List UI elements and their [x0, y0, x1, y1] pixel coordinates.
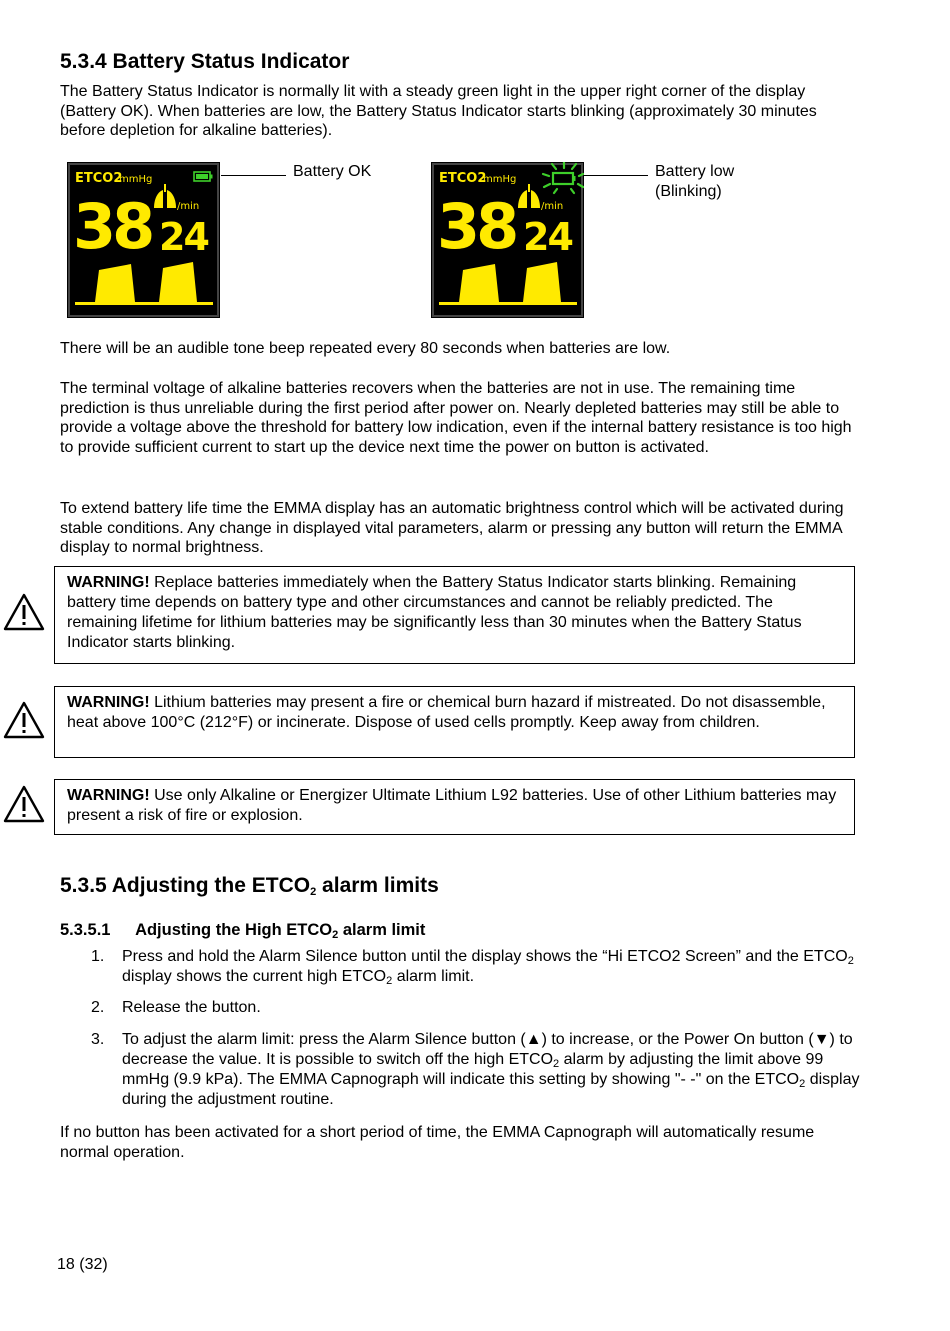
etco2-label: ETCO2	[439, 171, 487, 186]
section-heading-534: 5.3.4 Battery Status Indicator	[60, 50, 350, 73]
list-item: 1. Press and hold the Alarm Silence button until the display shows the “Hi ETCO2 Screen” and the $ETCO_2$ display shows the current high $ETCO_2$ alarm limit.	[91, 948, 854, 987]
brightness-paragraph: To extend battery life time the EMMA display has an automatic brightness control which will be activated during stable conditions. Any change in displayed vital parameters, alarm or pressing any button will return the EMMA display to normal brightness.	[60, 500, 844, 557]
warning-text: Lithium batteries may present a fire or chemical burn hazard if mistreated. Do not disassemble, heat above 100°C (212°F) or incinerate. Dispose of used cells promptly. Keep away from children.	[67, 694, 826, 731]
etco2-value: 38	[73, 190, 152, 263]
warning-label: WARNING!	[67, 694, 150, 711]
subsection-title: Adjusting the High $ETCO_2$ alarm limit	[135, 921, 426, 941]
unit-label: mmHg	[483, 174, 517, 185]
display-ok-graphic	[67, 162, 220, 318]
caption-battery-low	[655, 162, 734, 202]
warning-triangle-icon	[2, 700, 46, 740]
warning-label: WARNING!	[67, 574, 150, 591]
etco2-value: 38	[437, 190, 516, 263]
caption-low-line2: (Blinking)	[655, 183, 722, 200]
display-low-graphic	[431, 162, 584, 318]
warning-text: Use only Alkaline or Energizer Ultimate Lithium L92 batteries. Use of other Lithium batteries may present a risk of fire or explosion.	[67, 787, 837, 824]
warning-box-3	[54, 779, 855, 835]
rr-value: 24	[159, 215, 208, 259]
subsection-heading-5351	[60, 921, 425, 940]
beep-paragraph: There will be an audible tone beep repeated every 80 seconds when batteries are low.	[60, 340, 671, 357]
display-battery-low	[431, 162, 584, 318]
voltage-paragraph: The terminal voltage of alkaline batteries recovers when the batteries are not in use. The remaining time prediction is thus unreliable during the first period after power on. Nearly depleted batteries may still be able to provide a voltage above the threshold for battery low indication, even if the internal battery resistance is too high to provide sufficient current to start up the device next time the power on button is activated.	[60, 380, 852, 457]
callout-line-low	[584, 175, 648, 176]
section-heading-535: 5.3.5 Adjusting the $ETCO_2$ alarm limits	[60, 874, 439, 898]
page-number: 18 (32)	[57, 1256, 108, 1273]
subsection-number: 5.3.5.1	[60, 921, 111, 939]
callout-line-ok	[221, 175, 286, 176]
rr-unit: /min	[177, 201, 200, 212]
unit-label: mmHg	[119, 174, 153, 185]
closing-paragraph: If no button has been activated for a short period of time, the EMMA Capnograph will automatically resume normal operation.	[60, 1124, 815, 1161]
list-item: 2. Release the button.	[91, 999, 261, 1016]
warning-triangle-icon	[2, 784, 46, 824]
rr-unit: /min	[541, 201, 564, 212]
steps-list	[60, 947, 860, 1110]
caption-low-line1: Battery low	[655, 163, 735, 180]
caption-battery-ok: Battery OK	[293, 163, 372, 180]
rr-value: 24	[523, 215, 572, 259]
intro-paragraph: The Battery Status Indicator is normally lit with a steady green light in the upper right corner of the display (Battery OK). When batteries are low, the Battery Status Indicator starts blinking (approximately 30 minutes before depletion for alkaline batteries).	[60, 83, 817, 140]
warning-text: Replace batteries immediately when the Battery Status Indicator starts blinking. Remaining battery time depends on battery type and other circumstances and cannot be reliably predicted. The remaining lifetime for lithium batteries may be significantly less than 30 minutes when the Battery Status Indicator starts blinking.	[67, 574, 802, 651]
display-battery-ok	[67, 162, 220, 318]
warning-box-2	[54, 686, 855, 758]
etco2-label: ETCO2	[75, 171, 123, 186]
warning-triangle-icon	[2, 592, 46, 632]
list-item: 3. To adjust the alarm limit: press the Alarm Silence button (▲) to increase, or the Power On button (▼) to decrease the value. It is possible to switch off the high $ETCO_2$ alarm by adjusting the limit above 99 mmHg (9.9 kPa). The EMMA Capnograph will indicate this setting by showing "- -" on the $ETCO_2$ display during the adjustment routine.	[91, 1031, 860, 1108]
warning-box-1	[54, 566, 855, 664]
warning-label: WARNING!	[67, 787, 150, 804]
